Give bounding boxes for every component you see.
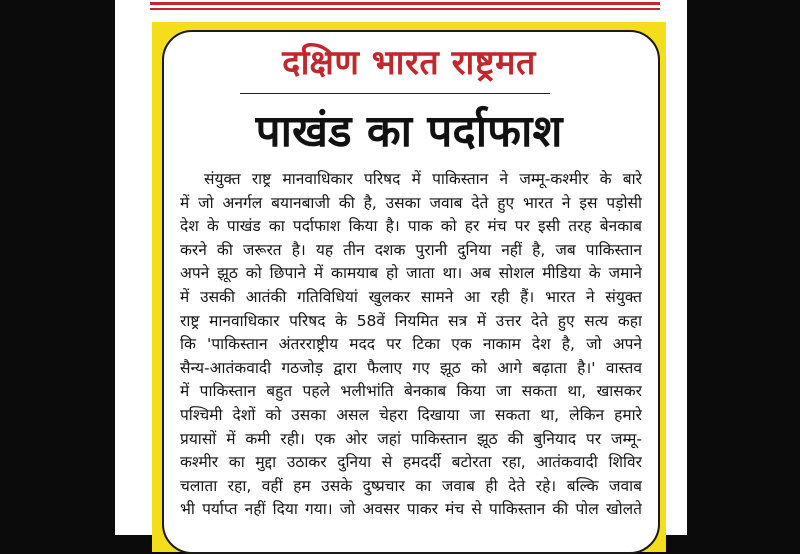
- body-line: देश के पाखंड का पर्दाफाश किया है। पाक को हर मंच पर इसी तरह बेनकाब: [180, 217, 642, 236]
- header-rule-second: [150, 8, 660, 10]
- body-line: करने की जरूरत है। यह तीन दशक पुरानी दुनिया नहीं है, जब पाकिस्तान: [180, 240, 642, 259]
- body-line: भी पर्याप्त नहीं दिया गया। जो अवसर पाकर मंच से पाकिस्तान की पोल खोलते: [180, 500, 642, 519]
- body-line: प्रयासों में कमी रही। एक ओर जहां पाकिस्तान झूठ की बुनियाद पर जम्मू-: [180, 429, 642, 448]
- body-line: सैन्य-आतंकवादी गठजोड़ द्वारा फैलाए गए झूठ को आगे बढ़ाता है।' वास्तव: [180, 358, 642, 377]
- masthead-divider: [240, 93, 550, 94]
- page-title: पाखंड का पर्दाफाश: [255, 106, 563, 157]
- body-line: में जो अनर्गल बयानबाजी की है, उसका जवाब देते हुए भारत ने इस पड़ोसी: [180, 193, 642, 212]
- body-line: अपने झूठ को छिपाने में कामयाब हो जाता था। अब सोशल मीडिया के जमाने: [180, 264, 642, 283]
- body-line: कि 'पाकिस्तान अंतरराष्ट्रीय मदद पर टिका एक नाकाम देश है, जो अपने: [180, 335, 642, 354]
- body-line: पश्चिमी देशों को उसका असल चेहरा दिखाया जा सकता था, लेकिन हमारे: [180, 405, 642, 424]
- body-line: में पाकिस्तान बहुत पहले भलीभांति बेनकाब किया जा सकता था, खासकर: [180, 382, 642, 401]
- masthead: दक्षिण भारत राष्ट्रमत: [282, 43, 536, 83]
- body-line: चलाता रहा, वहीं हम उसके दुष्प्रचार का जवाब ही देते रहे। बल्कि जवाब: [180, 476, 642, 495]
- body-line: संयुक्त राष्ट्र मानवाधिकार परिषद में पाकिस्तान ने जम्मू-कश्मीर के बारे: [204, 170, 642, 188]
- body-line: कश्मीर का मुद्दा उठाकर दुनिया से हमदर्दी बटोरता रहा, आतंकवादी शिविर: [180, 453, 642, 472]
- body-line: राष्ट्र मानवाधिकार परिषद के 58वें नियमित सत्र में उत्तर देते हुए सत्य कहा: [180, 311, 642, 330]
- body-line: में उसकी आतंकी गतिविधियां खुलकर सामने आ रही हैं। भारत ने संयुक्त: [180, 287, 642, 306]
- article-body: [180, 168, 642, 522]
- header-rule-top: [150, 2, 660, 5]
